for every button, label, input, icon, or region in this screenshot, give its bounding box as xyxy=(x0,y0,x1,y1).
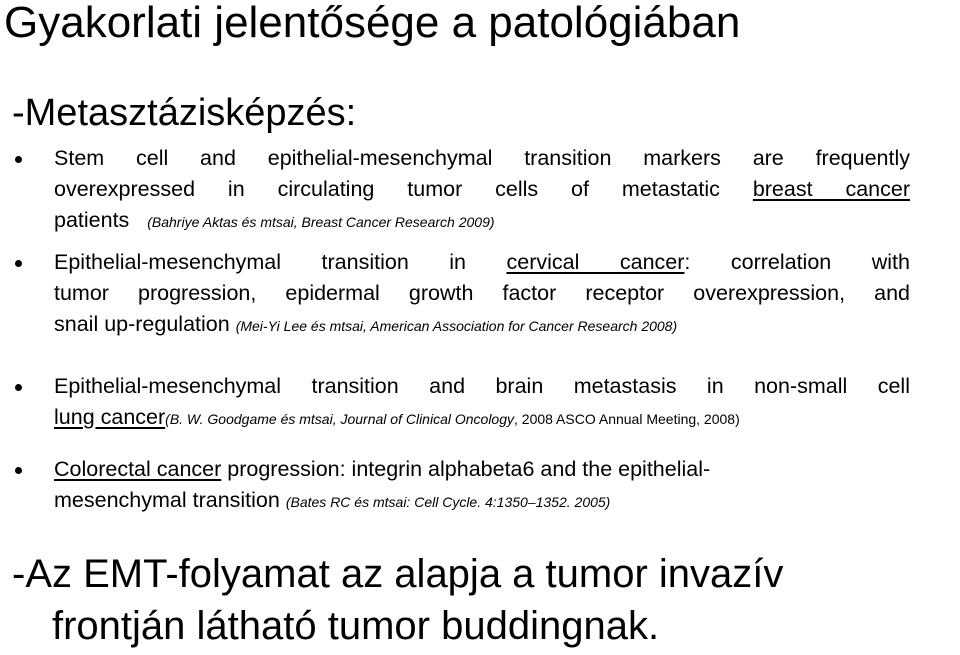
bullet-line xyxy=(54,402,910,435)
bullet-line xyxy=(54,454,910,485)
bullet-text: : correlation with xyxy=(684,250,910,274)
bullet-text: Epithelial-mesenchymal transition and brain metastasis in non-small cell xyxy=(54,374,910,398)
bullet-line xyxy=(54,309,910,342)
bullet-line xyxy=(54,143,910,174)
bullet-text: tumor progression, epidermal growth factor receptor overexpression, and xyxy=(54,281,910,305)
section-heading: -Metasztázisképzés: xyxy=(12,92,357,134)
citation: (Mei-Yi Lee és mtsai, American Association for Cancer Research 2008) xyxy=(235,318,678,334)
bullet-icon xyxy=(15,467,22,474)
bullet-line xyxy=(54,278,910,309)
citation: (Bahriye Aktas és mtsai, Breast Cancer Research 2009) xyxy=(147,214,495,230)
bullet-icon xyxy=(15,156,22,163)
bullet-line xyxy=(54,371,910,402)
bullet-text: mesenchymal transition xyxy=(54,488,280,512)
bullet-text: overexpressed in circulating tumor cells of metastatic xyxy=(54,177,720,201)
colorectal-cancer-link[interactable]: Colorectal cancer xyxy=(54,457,222,481)
bullet-line xyxy=(54,485,910,518)
conclusion-line: frontján látható tumor buddingnak. xyxy=(52,604,660,648)
bullet-text: Stem cell and epithelial-mesenchymal transition markers are frequently xyxy=(54,146,910,170)
bullet-icon xyxy=(15,384,22,391)
citation: (Bates RC és mtsai: Cell Cycle. 4:1350–1352. 2005) xyxy=(285,494,611,510)
conclusion-text xyxy=(12,548,783,652)
breast-cancer-link[interactable]: breast cancer xyxy=(752,177,911,201)
cervical-cancer-link[interactable]: cervical cancer xyxy=(506,250,685,274)
bullet-text: patients xyxy=(54,208,130,232)
bullet-text: snail up-regulation xyxy=(54,312,230,336)
bullet-line xyxy=(54,174,910,205)
bullet-line xyxy=(54,247,910,278)
conclusion-line: -Az EMT-folyamat az alapja a tumor invazív xyxy=(12,552,784,596)
lung-cancer-link[interactable]: lung cancer xyxy=(54,405,166,429)
bullet-icon xyxy=(15,260,22,267)
bullet-text: progression: integrin alphabeta6 and the epithelial- xyxy=(221,457,711,481)
bullet-line xyxy=(54,205,910,238)
bullet-text: Epithelial-mesenchymal transition in xyxy=(54,250,466,274)
slide-title: Gyakorlati jelentősége a patológiában xyxy=(4,0,741,47)
citation-meeting: , 2008 ASCO Annual Meeting, 2008) xyxy=(514,411,740,427)
citation: (B. W. Goodgame és mtsai, Journal of Clinical Oncology xyxy=(165,411,515,427)
